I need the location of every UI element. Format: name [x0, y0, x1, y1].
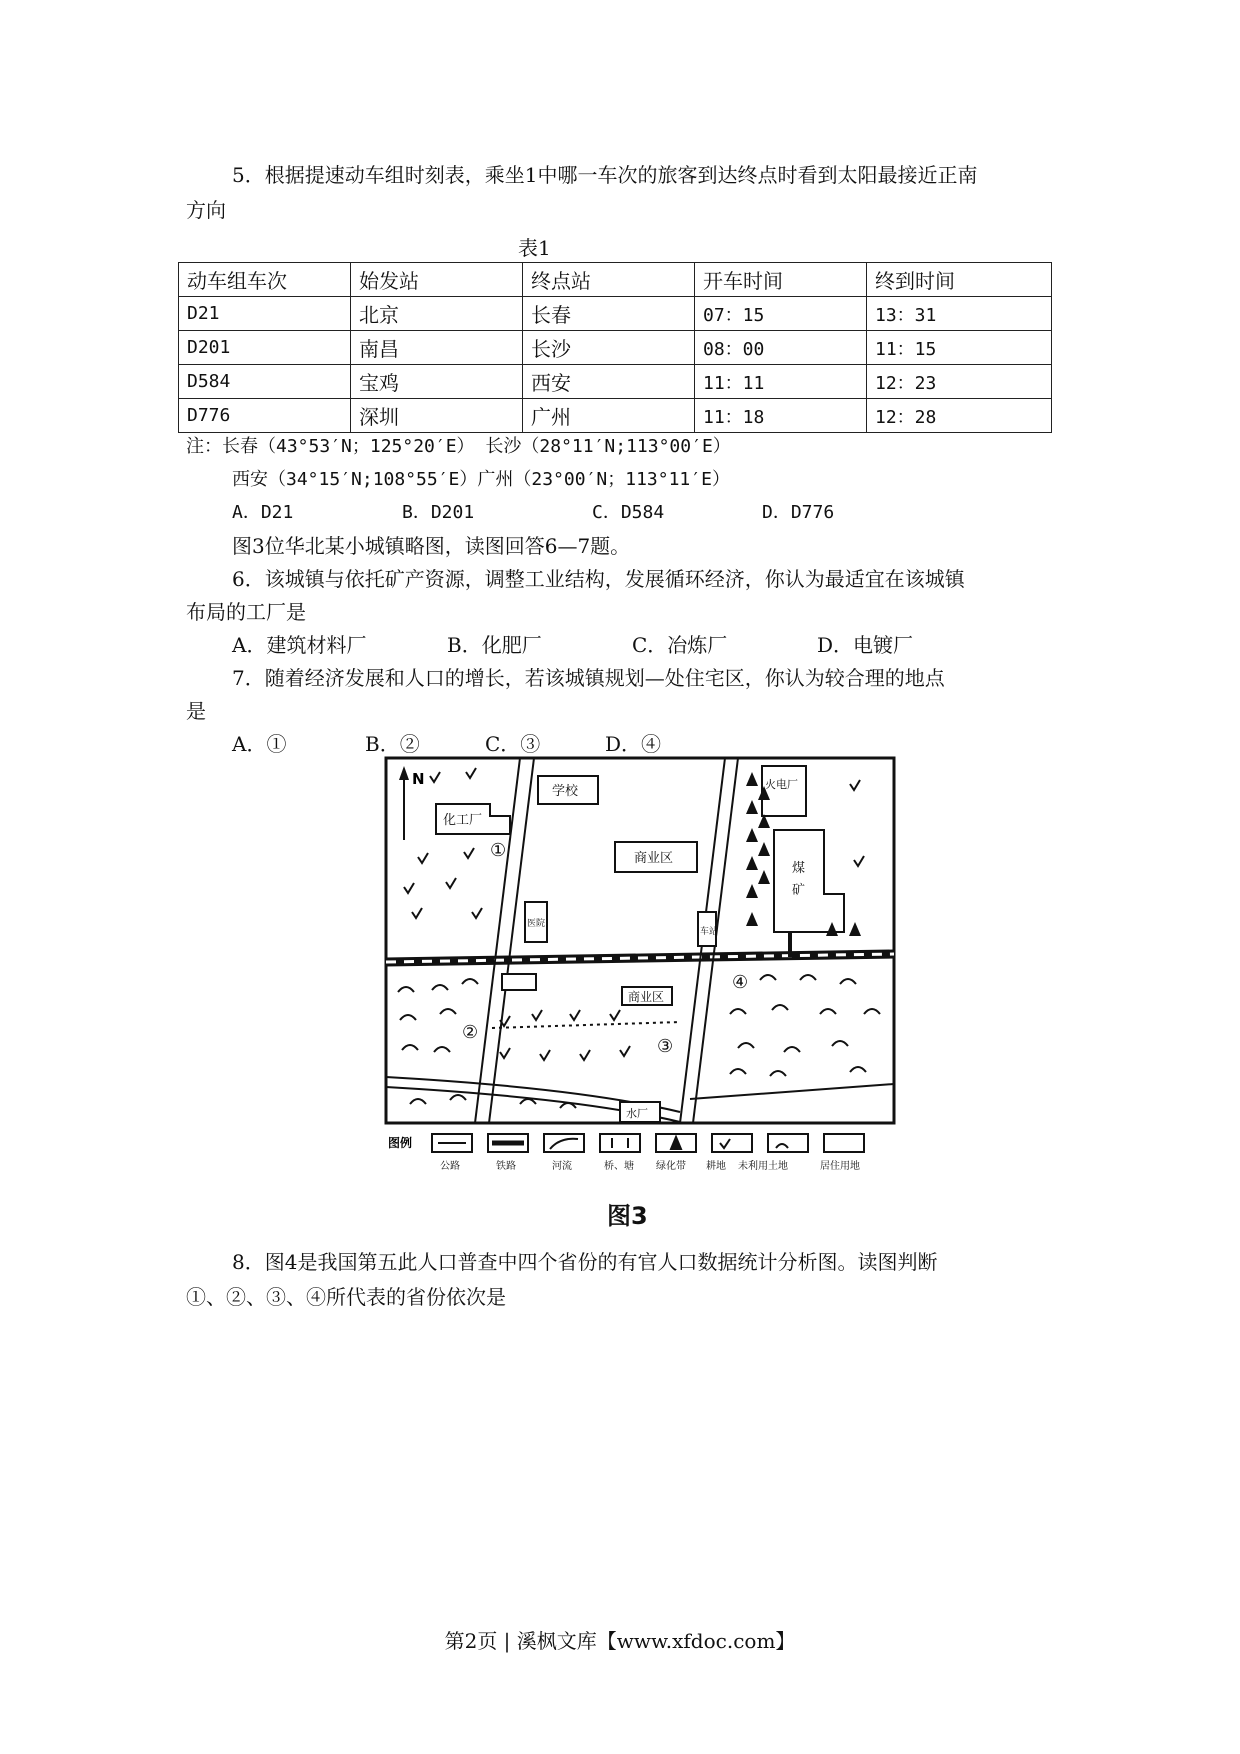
label-chemical-plant: 化工厂 [443, 813, 483, 828]
table-cell: 宝鸡 [351, 365, 523, 399]
q6-line2: 布局的工厂是 [186, 600, 306, 624]
q8-line2: ①、②、③、④所代表的省份依次是 [186, 1285, 506, 1309]
marker-3: ③ [657, 1036, 674, 1057]
table-cell: D584 [179, 365, 351, 399]
intro-6-7: 图3位华北某小城镇略图，读图回答6—7题。 [232, 534, 631, 558]
q6-line1: 6．该城镇与依托矿产资源，调整工业结构，发展循环经济，你认为最适宜在该城镇 [232, 567, 965, 591]
option-d[interactable]: D．电镀厂 [817, 633, 914, 657]
table-header-cell: 始发站 [351, 263, 523, 297]
table-row [179, 297, 1052, 331]
q5-line1: 5．根据提速动车组时刻表，乘坐1中哪一车次的旅客到达终点时看到太阳最接近正南 [232, 163, 978, 187]
table-cell: 08：00 [695, 331, 867, 365]
option-c[interactable]: C．③ [485, 732, 541, 756]
table-cell: 北京 [351, 297, 523, 331]
label-market: 商业区 [628, 990, 665, 1004]
q6-options [232, 630, 913, 660]
legend-title: 图例 [388, 1136, 413, 1150]
q8-line1: 8．图4是我国第五此人口普查中四个省份的有官人口数据统计分析图。读图判断 [232, 1250, 938, 1274]
option-a[interactable]: A．① [232, 732, 287, 756]
table-cell: D201 [179, 331, 351, 365]
table-header-row [179, 263, 1052, 297]
marker-1: ① [490, 840, 507, 861]
power-plant [762, 766, 806, 816]
q7-line2: 是 [186, 699, 206, 723]
label-power-plant: 火电厂 [765, 778, 798, 791]
north-label: N [412, 770, 425, 788]
table-cell: 广州 [523, 399, 695, 433]
town-map [380, 752, 900, 1182]
timetable [178, 262, 1052, 433]
legend-railway: 铁路 [496, 1161, 516, 1172]
legend-unused-land: 未利用土地 [738, 1161, 788, 1172]
table-header-cell: 开车时间 [695, 263, 867, 297]
legend-bridge: 桥、塘 [604, 1161, 634, 1172]
option-c[interactable]: C．D584 [592, 502, 665, 523]
table-header-cell: 终点站 [523, 263, 695, 297]
table-cell: 11：18 [695, 399, 867, 433]
label-mine: 矿 [792, 883, 806, 898]
option-d[interactable]: D．④ [605, 732, 662, 756]
table-cell: 07：15 [695, 297, 867, 331]
marker-2: ② [462, 1022, 479, 1043]
table-caption: 表1 [518, 236, 551, 260]
legend-road: 公路 [440, 1161, 460, 1172]
option-a[interactable]: A．D21 [232, 502, 294, 523]
map-legend [388, 1134, 864, 1172]
table-row [179, 399, 1052, 433]
label-station: 车站 [700, 927, 719, 937]
legend-residential: 居住用地 [820, 1161, 860, 1172]
option-b[interactable]: B．化肥厂 [447, 633, 542, 657]
table-cell: 南昌 [351, 331, 523, 365]
q5-note-line2: 西安（34°15′N;108°55′E）广州（23°00′N；113°11′E） [232, 469, 730, 490]
legend-river: 河流 [552, 1161, 572, 1172]
table-cell: D776 [179, 399, 351, 433]
table-cell: D21 [179, 297, 351, 331]
table-cell: 长春 [523, 297, 695, 331]
option-b[interactable]: B．D201 [402, 502, 475, 523]
label-water-plant: 水厂 [626, 1107, 648, 1120]
page-footer: 第2页 | 溪枫文库【www.xfdoc.com】 [444, 1629, 796, 1653]
option-c[interactable]: C．冶炼厂 [632, 633, 728, 657]
option-a[interactable]: A．建筑材料厂 [232, 633, 367, 657]
q5-options [232, 498, 834, 528]
table-cell: 12：28 [867, 399, 1052, 433]
legend-greenbelt: 绿化带 [656, 1161, 686, 1172]
marker-4: ④ [732, 972, 749, 993]
q5-note-line1: 注：长春（43°53′N；125°20′E） 长沙（28°11′N;113°00′E） [186, 436, 731, 457]
table-row [179, 331, 1052, 365]
table-cell: 深圳 [351, 399, 523, 433]
table-header-cell: 动车组车次 [179, 263, 351, 297]
table-cell: 13：31 [867, 297, 1052, 331]
option-b[interactable]: B．② [365, 732, 420, 756]
q5-line2: 方向 [186, 198, 226, 222]
table-cell: 12：23 [867, 365, 1052, 399]
label-school: 学校 [552, 784, 579, 799]
table-cell: 11：11 [695, 365, 867, 399]
label-hospital: 医院 [527, 919, 546, 929]
table-header-cell: 终到时间 [867, 263, 1052, 297]
label-coal: 煤 [792, 861, 806, 876]
small-building [502, 974, 536, 990]
legend-farmland: 耕地 [706, 1161, 726, 1172]
table-cell: 长沙 [523, 331, 695, 365]
option-d[interactable]: D．D776 [762, 502, 835, 523]
table-cell: 西安 [523, 365, 695, 399]
label-commercial: 商业区 [634, 851, 674, 866]
table-cell: 11：15 [867, 331, 1052, 365]
figure-caption: 图3 [607, 1202, 648, 1230]
q7-line1: 7．随着经济发展和人口的增长，若该城镇规划—处住宅区，你认为较合理的地点 [232, 666, 945, 690]
table-row [179, 365, 1052, 399]
town-map-figure [380, 752, 900, 1182]
